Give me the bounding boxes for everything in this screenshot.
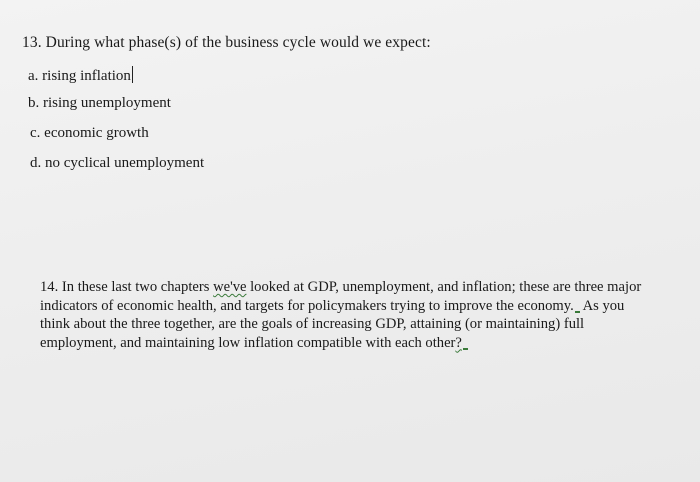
q14-line2-end: As you (579, 297, 625, 314)
question-13-title: 13. During what phase(s) of the business cycle would we expect: (22, 34, 431, 51)
question-14 (40, 278, 672, 352)
question-14-line-2 (40, 297, 672, 316)
grammar-question-mark[interactable]: ? (455, 334, 462, 351)
option-b: b. rising unemployment (28, 95, 171, 111)
option-a-label: a. rising inflation (28, 68, 131, 84)
option-a (28, 66, 133, 85)
question-14-line-1 (40, 278, 672, 297)
text-cursor (132, 66, 133, 83)
q14-line1-end: looked at GDP, unemployment, and inflation; these are three major (246, 279, 642, 295)
grammar-mark-end (463, 348, 468, 350)
q14-line1-start: 14. In these last two chapters (40, 279, 214, 295)
option-d: d. no cyclical unemployment (30, 155, 205, 171)
option-c: c. economic growth (30, 125, 149, 141)
question-14-line-4 (40, 334, 672, 353)
spellcheck-word[interactable]: we've (213, 279, 247, 295)
q14-line2-text: indicators of economic health, and targets for policymakers trying to improve the economy. (40, 297, 574, 314)
question-14-line-3: think about the three together, are the goals of increasing GDP, attaining (or maintaining) full (40, 316, 585, 332)
q14-line4-text: employment, and maintaining low inflation compatible with each other (40, 334, 456, 351)
